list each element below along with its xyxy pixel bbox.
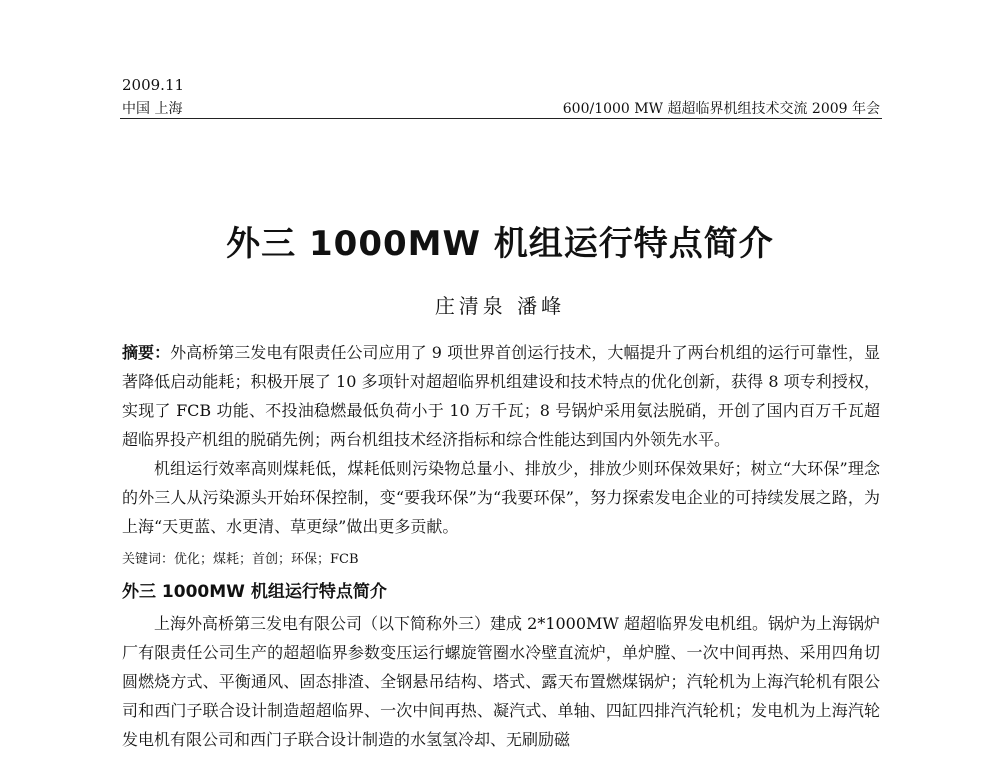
keywords-text: 优化；煤耗；首创；环保；FCB (174, 552, 359, 567)
abstract-paragraph-2: 机组运行效率高则煤耗低，煤耗低则污染物总量小、排放少，排放少则环保效果好；树立“大环保”理念的外三人从污染源头开始环保控制，变“要我环保”为“我要环保”，努力探索发电企业的可持续发展之路，为上海“天更蓝、水更清、草更绿”做出更多贡献。 (122, 459, 880, 536)
abstract-label: 摘要： (122, 343, 171, 362)
header-conference: 600/1000 MW 超超临界机组技术交流 2009 年会 (562, 101, 880, 117)
header-divider (120, 118, 882, 119)
body-paragraph: 上海外高桥第三发电有限公司（以下简称外三）建成 2*1000MW 超超临界发电机组。锅炉为上海锅炉厂有限责任公司生产的超超临界参数变压运行螺旋管圈水冷壁直流炉，单炉膛、一次中间再热、采用四角切圆燃烧方式、平衡通风、固态排渣、全钢悬吊结构、塔式、露天布置燃煤锅炉；汽轮机为上海汽轮机有限公司和西门子联合设计制造超超临界、一次中间再热、凝汽式、单轴、四缸四排汽汽轮机；发电机为上海汽轮发电机有限公司和西门子联合设计制造的水氢氢冷却、无刷励磁 (122, 614, 880, 749)
paper-authors: 庄清泉 潘峰 (434, 294, 566, 318)
header-place: 中国 上海 (122, 101, 183, 117)
keywords-label: 关键词： (122, 552, 175, 567)
section-heading: 外三 1000MW 机组运行特点简介 (122, 582, 387, 602)
paper-title: 外三 1000MW 机组运行特点简介 (226, 224, 774, 264)
header-year: 2009.11 (122, 76, 185, 94)
abstract (122, 338, 880, 454)
keywords (122, 549, 880, 571)
paper-body (122, 338, 880, 754)
abstract-text: 外高桥第三发电有限责任公司应用了 9 项世界首创运行技术，大幅提升了两台机组的运行可靠性，显著降低启动能耗；积极开展了 10 多项针对超超临界机组建设和技术特点的优化创新，获得 8 项专利授权，实现了 FCB 功能、不投油稳燃最低负荷小于 10 万千瓦；8 号锅炉采用氨法脱硝，开创了国内百万千瓦超超临界投产机组的脱硝先例；两台机组技术经济指标和综合性能达到国内外领先水平。 (122, 343, 880, 449)
